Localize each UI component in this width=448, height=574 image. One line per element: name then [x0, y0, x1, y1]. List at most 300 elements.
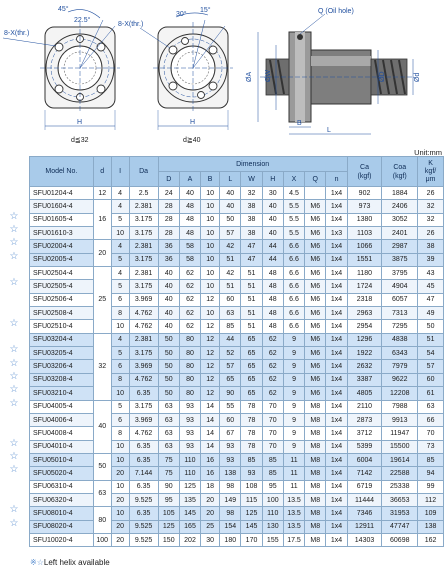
subcol-w: W	[241, 172, 262, 187]
cell-w: 51	[241, 267, 262, 280]
cell-k: 99	[418, 480, 444, 493]
cell-k: 60	[418, 373, 444, 386]
cell-d: 63	[158, 413, 179, 426]
cell-a: 62	[179, 320, 200, 333]
cell-n: 1x4	[326, 387, 347, 400]
cell-k: 85	[418, 453, 444, 466]
cell-k: 38	[418, 240, 444, 253]
left-helix-star-icon: ☆	[9, 210, 19, 222]
cell-b: 12	[201, 373, 220, 386]
cell-n: 1x4	[326, 373, 347, 386]
cell-da: 3.969	[129, 293, 158, 306]
cell-model: SFU04008-4	[30, 427, 94, 440]
cell-h: 70	[262, 413, 283, 426]
cell-model: SFU10020-4	[30, 533, 94, 546]
cell-w: 85	[241, 453, 262, 466]
cell-d: 40	[158, 293, 179, 306]
cell-l: 6	[111, 360, 129, 373]
cell-l: 8	[111, 307, 129, 320]
cell-q: M8	[305, 520, 326, 533]
cell-h: 62	[262, 360, 283, 373]
cell-ca: 5399	[347, 440, 382, 453]
cell-b: 10	[201, 267, 220, 280]
cell-k: 61	[418, 387, 444, 400]
cell-ca: 1922	[347, 347, 382, 360]
cell-n: 1x4	[326, 440, 347, 453]
cell-q: M8	[305, 453, 326, 466]
cell-h: 100	[262, 493, 283, 506]
cell-w: 93	[241, 467, 262, 480]
cell-coa: 6343	[382, 347, 418, 360]
cell-coa: 3875	[382, 253, 418, 266]
cell-d: 63	[158, 440, 179, 453]
cell-da: 6.35	[129, 387, 158, 400]
cell-b: 16	[201, 467, 220, 480]
cell-coa: 7988	[382, 400, 418, 413]
cell-l: 10	[111, 227, 129, 240]
cell-a: 93	[179, 440, 200, 453]
cell-da: 9.525	[129, 520, 158, 533]
cell-a: 135	[179, 493, 200, 506]
cell-x: 9	[283, 333, 304, 346]
cell-a: 80	[179, 360, 200, 373]
cell-da: 6.35	[129, 453, 158, 466]
cell-l: 60	[220, 413, 241, 426]
cell-coa: 47747	[382, 520, 418, 533]
cell-x: 4.5	[283, 187, 304, 200]
cell-b: 20	[201, 507, 220, 520]
footnote-star-icon: ※☆	[30, 558, 44, 567]
table-row	[30, 187, 444, 200]
left-helix-star-icon: ☆	[9, 237, 19, 249]
cell-q: M6	[305, 387, 326, 400]
cell-l: 57	[220, 360, 241, 373]
cell-k: 138	[418, 520, 444, 533]
table-row	[30, 200, 444, 213]
cell-model: SFU02505-4	[30, 280, 94, 293]
cell-l: 90	[220, 387, 241, 400]
cell-n: 1x4	[326, 507, 347, 520]
cell-q: M8	[305, 440, 326, 453]
cell-model: SFU03210-4	[30, 387, 94, 400]
cell-model: SFU04010-4	[30, 440, 94, 453]
cell-h: 85	[262, 467, 283, 480]
cell-d: 80	[93, 507, 111, 534]
cell-l: 4	[111, 187, 129, 200]
cell-coa: 7979	[382, 360, 418, 373]
cell-coa: 6057	[382, 293, 418, 306]
technical-drawings	[0, 0, 448, 148]
cell-l: 4	[111, 240, 129, 253]
cell-x: 13.5	[283, 493, 304, 506]
cell-d: 36	[158, 253, 179, 266]
cell-l: 5	[111, 253, 129, 266]
cell-l: 4	[111, 200, 129, 213]
cell-coa: 22588	[382, 467, 418, 480]
table-row	[30, 360, 444, 373]
cell-a: 125	[179, 480, 200, 493]
cell-d: 16	[93, 200, 111, 240]
cell-model: SFU04006-4	[30, 413, 94, 426]
cell-ca: 973	[347, 200, 382, 213]
cell-model: SFU05020-4	[30, 467, 94, 480]
cell-h: 44	[262, 240, 283, 253]
cell-x: 5.5	[283, 200, 304, 213]
angle-22-label: 22.5°	[74, 17, 91, 24]
cell-q: M8	[305, 467, 326, 480]
cell-q: M6	[305, 267, 326, 280]
cell-l: 40	[220, 187, 241, 200]
cell-l: 98	[220, 480, 241, 493]
cell-coa: 7313	[382, 307, 418, 320]
left-helix-star-icon: ☆	[9, 224, 19, 236]
cell-w: 38	[241, 213, 262, 226]
subcol-q: Q	[305, 172, 326, 187]
cell-coa: 2987	[382, 240, 418, 253]
table-row	[30, 453, 444, 466]
cell-k: 43	[418, 267, 444, 280]
cell-b: 16	[201, 453, 220, 466]
cell-d: 25	[93, 267, 111, 334]
cell-a: 58	[179, 240, 200, 253]
cell-w: 78	[241, 427, 262, 440]
table-row	[30, 267, 444, 280]
cell-coa: 9622	[382, 373, 418, 386]
cell-d: 40	[158, 267, 179, 280]
cell-l: 63	[220, 307, 241, 320]
cell-h: 40	[262, 213, 283, 226]
cell-l: 5	[111, 280, 129, 293]
cell-h: 70	[262, 400, 283, 413]
cell-n: 1x4	[326, 520, 347, 533]
cell-da: 9.525	[129, 493, 158, 506]
cell-l: 44	[220, 333, 241, 346]
cell-w: 65	[241, 387, 262, 400]
cell-d: 40	[158, 307, 179, 320]
cell-l: 98	[220, 507, 241, 520]
cell-k: 47	[418, 293, 444, 306]
cell-da: 3.175	[129, 227, 158, 240]
cell-da: 3.969	[129, 413, 158, 426]
col-k: K kgf/ μm	[418, 157, 444, 187]
cell-d: 105	[158, 507, 179, 520]
cell-l: 10	[111, 480, 129, 493]
cell-n: 1x4	[326, 493, 347, 506]
cell-x: 9	[283, 413, 304, 426]
cell-k: 50	[418, 320, 444, 333]
cell-q: M6	[305, 213, 326, 226]
cell-ca: 1551	[347, 253, 382, 266]
cell-model: SFU08010-4	[30, 507, 94, 520]
cell-model: SFU01605-4	[30, 213, 94, 226]
table-row	[30, 347, 444, 360]
table-row	[30, 387, 444, 400]
cell-coa: 3795	[382, 267, 418, 280]
cell-x: 9	[283, 400, 304, 413]
cell-n: 1x3	[326, 227, 347, 240]
cell-b: 10	[201, 227, 220, 240]
cell-coa: 36653	[382, 493, 418, 506]
cell-l: 20	[111, 493, 129, 506]
cell-w: 38	[241, 200, 262, 213]
cell-n: 1x4	[326, 293, 347, 306]
table-row	[30, 227, 444, 240]
cell-d: 28	[158, 213, 179, 226]
cell-ca: 12911	[347, 520, 382, 533]
cell-k: 63	[418, 400, 444, 413]
cell-ca: 7142	[347, 467, 382, 480]
cell-w: 51	[241, 280, 262, 293]
cell-coa: 19614	[382, 453, 418, 466]
cell-q: M8	[305, 493, 326, 506]
table-row	[30, 520, 444, 533]
subcol-h: H	[262, 172, 283, 187]
cell-h: 70	[262, 427, 283, 440]
cell-model: SFU06310-4	[30, 480, 94, 493]
table-row	[30, 493, 444, 506]
cell-l: 5	[111, 213, 129, 226]
cell-n: 1x4	[326, 400, 347, 413]
col-ca: Ca (kgf)	[347, 157, 382, 187]
cell-n: 1x4	[326, 333, 347, 346]
table-row	[30, 400, 444, 413]
table-row	[30, 213, 444, 226]
cell-a: 62	[179, 280, 200, 293]
spec-table	[29, 156, 444, 547]
spec-table-body	[30, 187, 444, 547]
col-dimension: Dimension	[158, 157, 347, 172]
cell-h: 62	[262, 373, 283, 386]
unit-label: Unit:mm	[414, 148, 442, 157]
dim-h-middle: H	[190, 119, 196, 126]
cell-coa: 9913	[382, 413, 418, 426]
left-helix-star-icon: ☆	[9, 317, 19, 329]
cell-k: 66	[418, 413, 444, 426]
cell-ca: 7346	[347, 507, 382, 520]
cell-l: 8	[111, 427, 129, 440]
cell-x: 5.5	[283, 227, 304, 240]
cell-a: 62	[179, 267, 200, 280]
cell-l: 42	[220, 267, 241, 280]
cell-d: 20	[93, 240, 111, 267]
cell-k: 32	[418, 200, 444, 213]
cell-l: 50	[220, 213, 241, 226]
cell-coa: 15500	[382, 440, 418, 453]
cell-x: 11	[283, 467, 304, 480]
cell-x: 9	[283, 387, 304, 400]
cell-da: 3.175	[129, 347, 158, 360]
cell-k: 54	[418, 347, 444, 360]
left-helix-star-icon: ☆	[9, 451, 19, 462]
cell-model: SFU01610-3	[30, 227, 94, 240]
left-helix-star-icon: ☆	[9, 344, 19, 356]
cell-model: SFU03204-4	[30, 333, 94, 346]
cell-h: 62	[262, 347, 283, 360]
cell-d: 75	[158, 453, 179, 466]
cell-l: 20	[111, 520, 129, 533]
cell-b: 20	[201, 493, 220, 506]
left-helix-star-icon: ☆	[9, 464, 19, 476]
cell-l: 93	[220, 440, 241, 453]
cell-w: 78	[241, 440, 262, 453]
cell-d: 75	[158, 467, 179, 480]
cell-ca: 3712	[347, 427, 382, 440]
cell-k: 32	[418, 213, 444, 226]
cell-l: 180	[220, 533, 241, 546]
cell-x: 11	[283, 453, 304, 466]
left-helix-star-icon: ☆	[9, 517, 19, 529]
cell-l: 138	[220, 467, 241, 480]
cell-h: 40	[262, 227, 283, 240]
cell-l: 20	[111, 533, 129, 546]
cell-l: 10	[111, 440, 129, 453]
cell-a: 62	[179, 293, 200, 306]
cell-k: 39	[418, 253, 444, 266]
cell-a: 93	[179, 413, 200, 426]
table-row	[30, 253, 444, 266]
cell-d: 63	[93, 480, 111, 507]
cell-w: 51	[241, 320, 262, 333]
angle-15-label: 15°	[200, 7, 211, 14]
cell-ca: 1066	[347, 240, 382, 253]
cell-a: 80	[179, 347, 200, 360]
cell-b: 12	[201, 293, 220, 306]
cell-l: 4	[111, 267, 129, 280]
cell-n: 1x4	[326, 360, 347, 373]
table-row	[30, 373, 444, 386]
cell-h: 62	[262, 333, 283, 346]
cell-a: 62	[179, 307, 200, 320]
table-row	[30, 440, 444, 453]
cell-n: 1x4	[326, 280, 347, 293]
cell-a: 110	[179, 453, 200, 466]
dim-l-label: L	[327, 127, 331, 134]
cell-q: M6	[305, 253, 326, 266]
cell-coa: 11947	[382, 427, 418, 440]
cell-ca: 4805	[347, 387, 382, 400]
cell-a: 48	[179, 200, 200, 213]
cell-q: M8	[305, 427, 326, 440]
cell-l: 40	[220, 200, 241, 213]
dim-a-label: ØA	[246, 71, 253, 82]
left-helix-star-icon: ☆	[9, 370, 19, 382]
cell-w: 78	[241, 400, 262, 413]
cell-n: 1x4	[326, 427, 347, 440]
cell-model: SFU02005-4	[30, 253, 94, 266]
table-row	[30, 427, 444, 440]
cell-q: M8	[305, 413, 326, 426]
cell-h: 95	[262, 480, 283, 493]
cell-da: 7.144	[129, 467, 158, 480]
cell-coa: 4838	[382, 333, 418, 346]
dim-b-label: B	[297, 120, 302, 127]
cell-h: 40	[262, 200, 283, 213]
cell-w: 65	[241, 373, 262, 386]
subcol-b: B	[201, 172, 220, 187]
cell-b: 25	[201, 520, 220, 533]
col-d: d	[93, 157, 111, 187]
cell-b: 12	[201, 387, 220, 400]
cell-a: 58	[179, 253, 200, 266]
cell-h: 155	[262, 533, 283, 546]
subcol-l: L	[220, 172, 241, 187]
cell-a: 202	[179, 533, 200, 546]
left-helix-star-icon: ☆	[9, 384, 19, 396]
cell-coa: 1884	[382, 187, 418, 200]
cell-l: 6	[111, 413, 129, 426]
cell-ca: 6004	[347, 453, 382, 466]
cell-q: M8	[305, 400, 326, 413]
cell-n: 1x4	[326, 213, 347, 226]
cell-d: 63	[158, 427, 179, 440]
cell-k: 26	[418, 187, 444, 200]
cell-da: 3.175	[129, 213, 158, 226]
cell-k: 70	[418, 427, 444, 440]
cell-q: M6	[305, 320, 326, 333]
cell-a: 145	[179, 507, 200, 520]
dim-d-left: d≦32	[71, 137, 89, 144]
cell-l: 5	[111, 347, 129, 360]
cell-b: 30	[201, 533, 220, 546]
cell-h: 30	[262, 187, 283, 200]
cell-w: 51	[241, 307, 262, 320]
cell-x: 9	[283, 360, 304, 373]
cell-x: 13.5	[283, 507, 304, 520]
cell-h: 48	[262, 280, 283, 293]
table-row	[30, 467, 444, 480]
cell-b: 10	[201, 307, 220, 320]
angle-45-label: 45°	[58, 6, 69, 13]
dim-da-label: Ød	[414, 72, 421, 82]
cell-ca: 2963	[347, 307, 382, 320]
cell-ca: 902	[347, 187, 382, 200]
cell-coa: 3052	[382, 213, 418, 226]
cell-w: 65	[241, 333, 262, 346]
cell-l: 52	[220, 347, 241, 360]
cell-l: 93	[220, 453, 241, 466]
cell-n: 1x4	[326, 253, 347, 266]
cell-b: 12	[201, 360, 220, 373]
left-helix-star-icon: ☆	[9, 397, 19, 409]
cell-n: 1x4	[326, 453, 347, 466]
cell-k: 26	[418, 227, 444, 240]
cell-a: 165	[179, 520, 200, 533]
cell-coa: 2406	[382, 200, 418, 213]
dim-d-label: ØD	[379, 71, 386, 82]
cell-x: 11	[283, 480, 304, 493]
cell-h: 48	[262, 293, 283, 306]
table-row	[30, 480, 444, 493]
table-row	[30, 240, 444, 253]
cell-n: 1x4	[326, 347, 347, 360]
cell-k: 57	[418, 360, 444, 373]
left-helix-star-icon: ☆	[9, 357, 19, 369]
cell-x: 5.5	[283, 213, 304, 226]
cell-model: SFU03206-4	[30, 360, 94, 373]
cell-l: 149	[220, 493, 241, 506]
cell-b: 10	[201, 280, 220, 293]
subcol-a: A	[179, 172, 200, 187]
cell-x: 17.5	[283, 533, 304, 546]
cell-b: 10	[201, 200, 220, 213]
cell-l: 51	[220, 253, 241, 266]
ballscrew-side-view	[246, 8, 421, 134]
cell-q: M8	[305, 480, 326, 493]
cell-w: 65	[241, 347, 262, 360]
cell-w: 115	[241, 493, 262, 506]
cell-b: 12	[201, 320, 220, 333]
cell-w: 108	[241, 480, 262, 493]
